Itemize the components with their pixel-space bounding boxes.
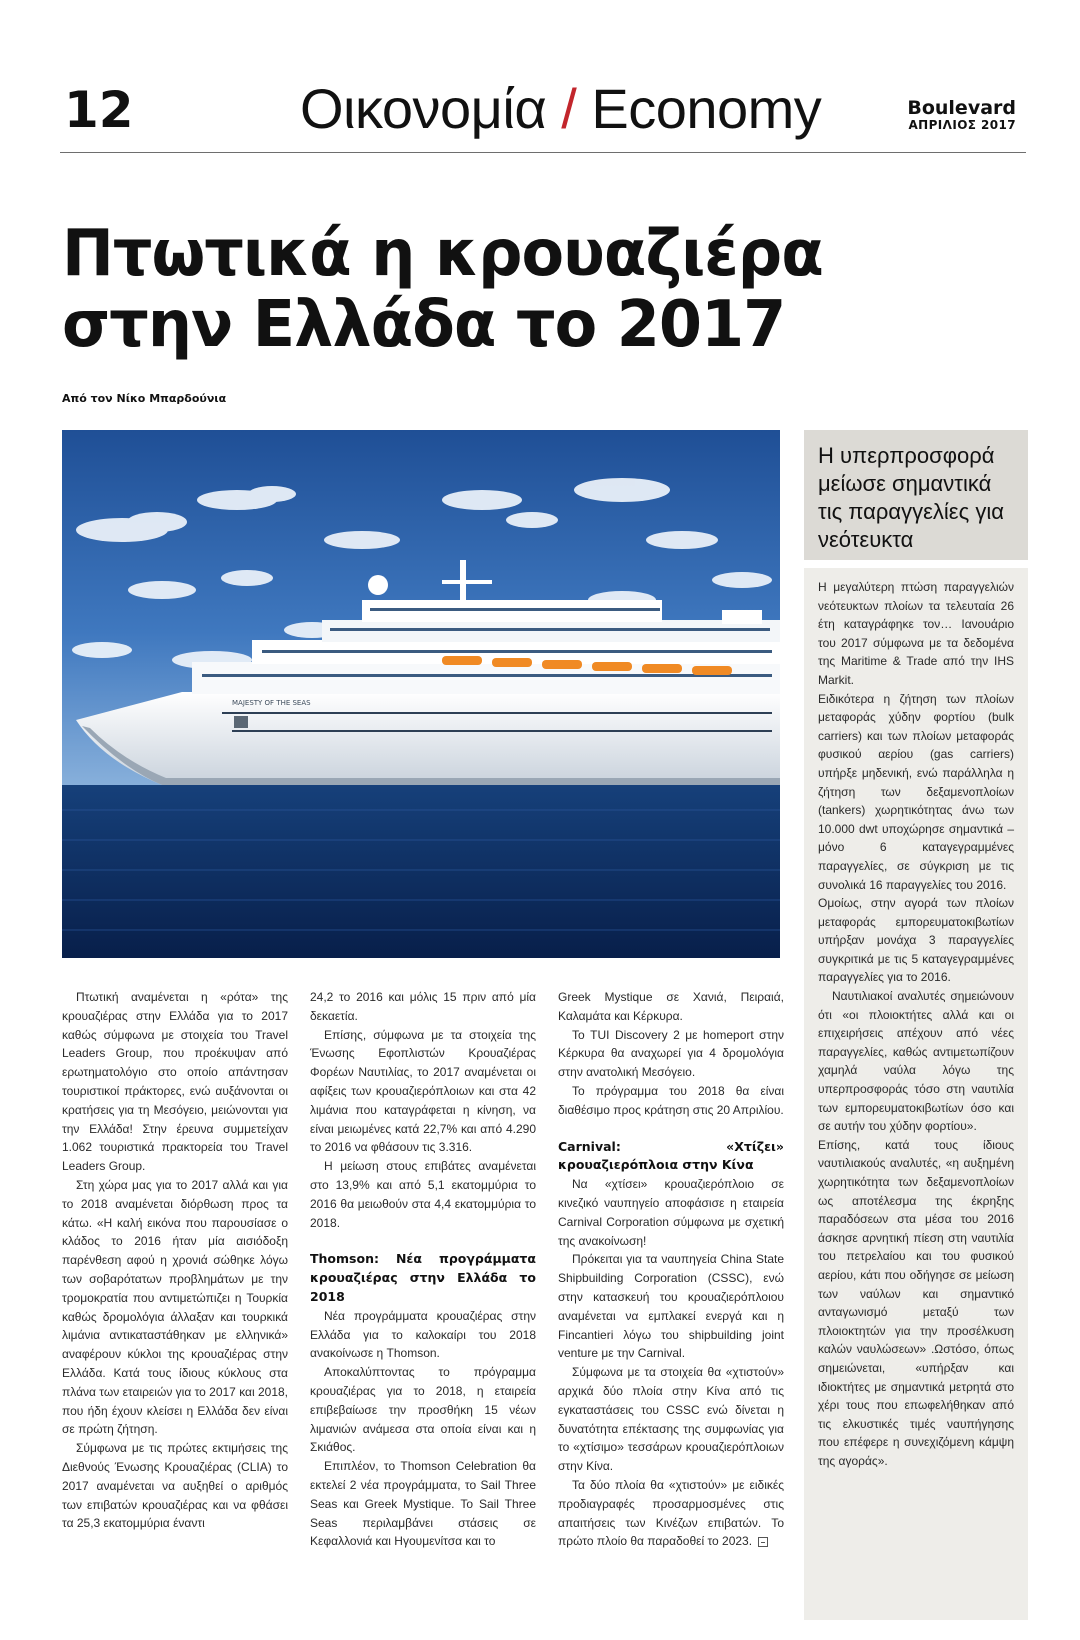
section-english: Economy: [591, 77, 822, 140]
sidebar-paragraph: Ομοίως, στην αγορά των πλοίων μεταφοράς εμπορευματοκιβωτίων υπήρξαν μονάχα 3 παραγγελίες συγκριτικά με τις 5 καταγεγραμμένες παραγγελίες για το 2016.: [818, 896, 1014, 985]
body-paragraph: Πτωτική αναμένεται η «ρότα» της κρουαζιέρας στην Ελλάδα για το 2017 καθώς σύμφωνα με στοιχεία του Travel Leaders Group, που προέκυψαν από ερωτηματολόγιο στο οποίο απάντησαν τουριστικοί πράκτορες, ενώ αυξάνονται οι κρατήσεις για τη Μεσόγειο, μειώνονται για την Ελλάδα! Στην έρευνα συμμετείχαν 1.062 τουριστικά πρακτορεία του Travel Leaders Group.: [62, 990, 288, 1174]
section-greek: Οικονομία: [300, 77, 547, 140]
article-end-icon: [758, 1537, 768, 1547]
sidebar-paragraph: Επίσης, κατά τους ίδιους ναυτιλιακούς αναλυτές, «η αυξημένη χωρητικότητα των δεξαμενοπλοίων ως αποτέλεσμα της έκρηξης παραδόσεων στα μέσα του 2016 άσκησε αρνητική πίεση στη ναυτιλία του πετρελαίου και του φυσικού αερίου, κάτι που οδήγησε σε μείωση των ναύλων και σημαντικό ανταγωνισμό μεταξύ των πλοιοκτητών για την προσέλκυση καλών ναυλώσεων» .Ωστόσο, όπως σημειώνεται, «υπήρξαν και ιδιοκτήτες με σημαντικά μετρητά στο χέρι τους που επωφελήθηκαν από τις ελκυστικές τιμές ναυπήγησης που επέφερε η συνεχιζόμενη κάμψη της αγοράς».: [818, 1137, 1014, 1468]
body-paragraph: Πρόκειται για τα ναυπηγεία China State Shipbuilding Corporation (CSSC), ενώ στην κατασκευή του κρουαζιερόπλοιου αναμένεται να εμπλακεί ενεργά και η Fincantieri λόγω του shipbuilding joint venture με την Carnival.: [558, 1252, 784, 1361]
subheading-thomson: Thomson: Νέα προγράμματα κρουαζιέρας στην Ελλάδα το 2018: [310, 1251, 536, 1304]
body-paragraph: Σύμφωνα με τα στοιχεία θα «χτιστούν» αρχικά δύο πλοία στην Κίνα από τις εγκαταστάσεις του CSSC ενώ δίνεται η δυνατότητα επέκτασης της συμφωνίας για το «χτίσιμο» τεσσάρων κρουαζιερόπλοιων στην Κίνα.: [558, 1365, 784, 1474]
body-paragraph-text: Τα δύο πλοία θα «χτιστούν» με ειδικές προδιαγραφές προσαρμοσμένες στις απαιτήσεις των Κινέζων επιβατών. Το πρώτο πλοίο θα παραδοθεί το 2023.: [558, 1477, 784, 1549]
body-paragraph: Επίσης, σύμφωνα με τα στοιχεία της Ένωσης Εφοπλιστών Κρουαζιέρας Φορέων Ναυτιλίας, το 2017 αναμένεται οι αφίξεις των κρουαζιερόπλοιων και στα 42 λιμάνια που καταγράφεται η κίνηση, να είναι μειωμένες κατά 22,7% και από 4.290 το 2016 να φθάσουν τις 3.316.: [310, 1027, 536, 1155]
brand-logo: Boulevard: [907, 97, 1016, 119]
body-paragraph-last: [558, 1476, 784, 1551]
sidebar-paragraph: Ειδικότερα η ζήτηση των πλοίων μεταφοράς χύδην φορτίου (bulk carriers) και των πλοίων μεταφοράς φυσικού αερίου (gas carriers) υπήρξε μηδενική, ενώ παράλληλα η ζήτηση των δεξαμενοπλοίων (tankers) χωρητικότητας άνω των 10.000 dwt υποχώρησε σημαντικά – μόνο 6 καταγεγραμμένες παραγγελίες, σε σύγκριση με τις συνολικά 16 παραγγελίες του 2016.: [818, 691, 1014, 892]
ship-name-label: MAJESTY OF THE SEAS: [232, 699, 311, 707]
sidebar-body: [804, 568, 1028, 1620]
page-number: 12: [64, 81, 134, 139]
section-title: [300, 76, 821, 142]
sidebar-paragraph: Η μεγαλύτερη πτώση παραγγελιών νεότευκτων πλοίων τα τελευταία 26 έτη καταγράφηκε τον… Ιανουάριο του 2017 σύμφωνα με τα δεδομένα της Maritime & Trade από την IHS Markit.: [818, 580, 1014, 687]
section-separator: /: [561, 77, 577, 140]
byline: Από τον Νίκο Μπαρδούνια: [62, 392, 227, 405]
body-paragraph: Νέα προγράμματα κρουαζιέρας στην Ελλάδα για το καλοκαίρι του 2018 ανακοίνωσε η Thomson.: [310, 1308, 536, 1361]
body-paragraph: Η μείωση στους επιβάτες αναμένεται στο 13,9% και από 5,1 εκατομμύρια το 2016 θα μειωθούν στα 4,4 εκατομμύρια το 2018.: [310, 1159, 536, 1230]
body-paragraph: Αποκαλύπτοντας το πρόγραμμα κρουαζιέρας για το 2018, η εταιρεία επιβεβαίωσε την προσθήκη 15 νέων λιμανιών ανάμεσα στα οποία είναι και η Σκιάθος.: [310, 1365, 536, 1455]
sidebar-header: [804, 430, 1028, 560]
cruise-ship-photo: [62, 430, 780, 958]
body-paragraph: 24,2 το 2016 και μόλις 15 πριν από μία δεκαετία.: [310, 990, 536, 1023]
headline-line-2: στην Ελλάδα το 2017: [62, 285, 786, 362]
body-paragraph: Το TUI Discovery 2 με homeport στην Κέρκυρα θα αναχωρεί για 4 δρομολόγια στην ανατολική Μεσόγειο.: [558, 1027, 784, 1080]
brand-block: [907, 98, 1016, 132]
body-paragraph: Επιπλέον, το Thomson Celebration θα εκτελεί 2 νέα προγράμματα, το Sail Three Seas και Greek Mystique. Το Sail Three Seas περιλαμβάνει στάσεις σε Κεφαλλονιά και Ηγουμενίτσα και το: [310, 1459, 536, 1549]
body-paragraph: Στη χώρα μας για το 2017 αλλά και για το 2018 αναμένεται διόρθωση προς τα κάτω. «Η καλή εικόνα που παρουσίασε ο κλάδος το 2016 ήταν μία αισιόδοξη παρένθεση αφού η χρονιά σώθηκε λόγω των σοβαρότατων προβλημάτων με την τρομοκρατία που αντιμετώπιζει η Τουρκία καθώς δρομολόγια άλλαξαν και τουρκικά λιμάνια αντικαταστάθηκαν με ελληνικά» αναφέρουν κύκλοι της κρουαζιέρας στην Ελλάδα. Κατά τους ίδιους κύκλους στα πλάνα των εταιρειών για το 2017 και 2018, που ήδη έχουν κλείσει η Ελλάδα δεν είναι σε πρώτη ζήτηση.: [62, 1177, 289, 1437]
article-headline: [62, 214, 962, 362]
subheading-carnival: Carnival: «Χτίζει» κρουαζιερόπλοια στην Κίνα: [558, 1138, 784, 1173]
body-paragraph: Greek Mystique σε Χανιά, Πειραιά, Καλαμάτα και Κέρκυρα.: [558, 990, 784, 1023]
issue-date: ΑΠΡΙΛΙΟΣ 2017: [908, 118, 1016, 132]
body-paragraph: Να «χτίσει» κρουαζιερόπλοιο σε κινεζικό ναυπηγείο αποφάσισε η εταιρεία Carnival Corporation σύμφωνα με σχετική της ανακοίνωση!: [558, 1177, 784, 1248]
body-paragraph: Σύμφωνα με τις πρώτες εκτιμήσεις της Διεθνούς Ένωσης Κρουαζιέρας (CLIA) το 2017 αναμένεται να αυξηθεί ο αριθμός των επιβατών κρουαζιέρας και να φθάσει τα 25,3 εκατομμύρια έναντι: [62, 1441, 288, 1531]
sidebar-paragraph: Ναυτιλιακοί αναλυτές σημειώνουν ότι «οι πλοιοκτήτες αλλά και οι επιχειρήσεις απέχουν από νέες παραγγελίες, καθώς αντιμετωπίζουν χαμηλά ναύλα λόγω της υπερπροσφοράς τόσο στη ναυτιλία των εμπορευματοκιβωτίων όσο και σε αυτήν του χύδην φορτίου».: [818, 989, 1014, 1134]
article-column-1: [62, 988, 288, 1533]
headline-line-1: Πτωτικά η κρουαζιέρα: [62, 214, 823, 291]
article-column-2: [310, 988, 536, 1551]
article-column-3: [558, 988, 784, 1551]
cruise-ship-illustration: [62, 430, 780, 958]
body-paragraph: Το πρόγραμμα του 2018 θα είναι διαθέσιμο προς κράτηση στις 20 Απριλίου.: [558, 1083, 784, 1117]
header-divider: [60, 152, 1026, 153]
sidebar-title: Η υπερπροσφορά μείωσε σημαντικά τις παραγγελίες για νεότευκτα: [818, 443, 1004, 552]
